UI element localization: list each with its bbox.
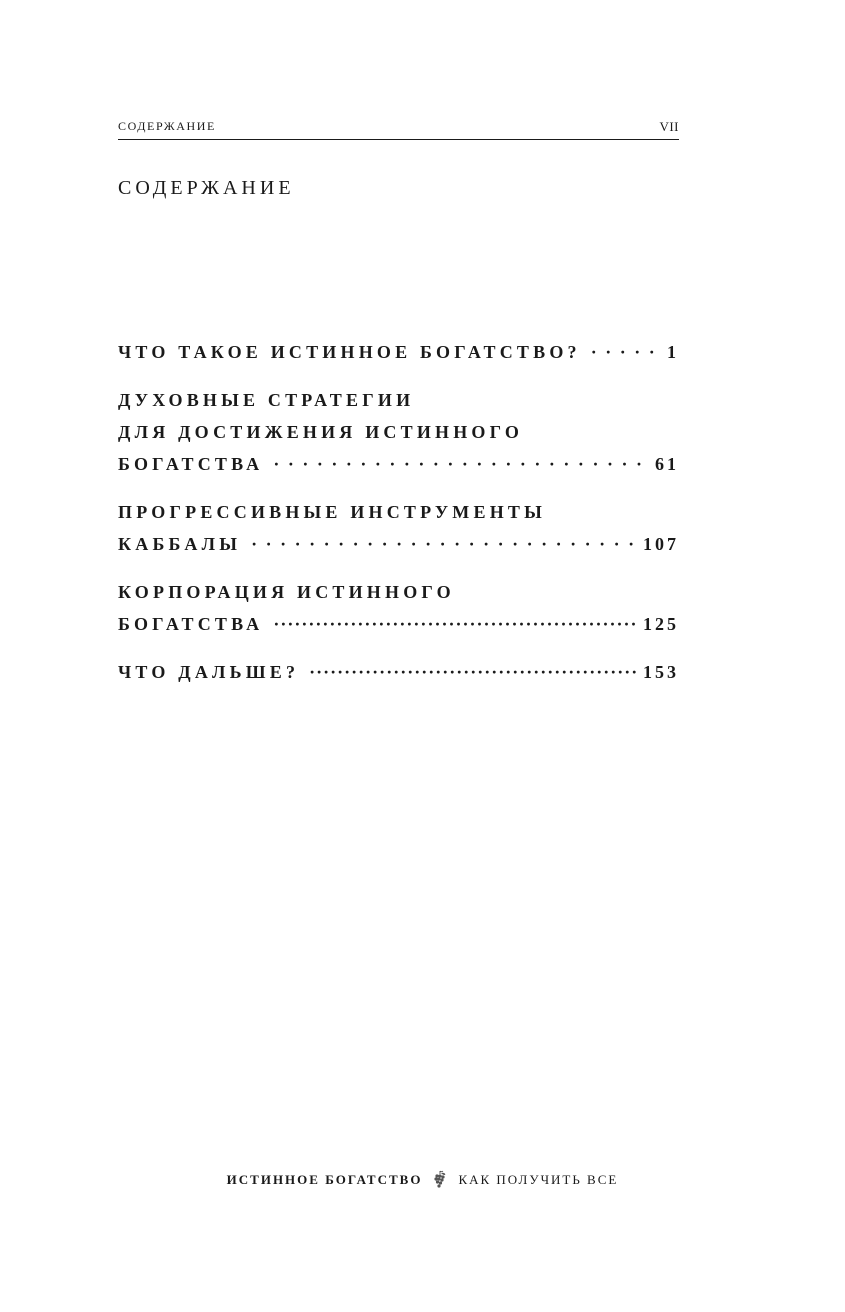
toc-line	[118, 608, 679, 640]
table-of-contents	[118, 336, 679, 704]
running-head	[118, 119, 679, 140]
toc-entry[interactable]	[118, 496, 679, 560]
toc-entry-title: БОГАТСТВА	[118, 614, 264, 634]
toc-entry-title: ПРОГРЕССИВНЫЕ ИНСТРУМЕНТЫ	[118, 502, 546, 522]
footer-book-subtitle: КАК ПОЛУЧИТЬ ВСЕ	[458, 1172, 619, 1187]
page-title: СОДЕРЖАНИЕ	[118, 177, 295, 199]
toc-entry[interactable]	[118, 656, 679, 688]
toc-page-number: 61	[655, 454, 679, 474]
leader-dots	[309, 656, 637, 688]
toc-page-number: 107	[643, 534, 679, 554]
toc-line	[118, 336, 679, 368]
running-footer	[0, 1170, 845, 1190]
toc-entry-title: КОРПОРАЦИЯ ИСТИННОГО	[118, 582, 455, 602]
toc-page-number: 125	[643, 614, 679, 634]
toc-line	[118, 384, 679, 416]
toc-entry[interactable]	[118, 384, 679, 480]
grape-cluster-icon	[432, 1170, 448, 1190]
leader-dots	[273, 608, 637, 640]
running-head-section: СОДЕРЖАНИЕ	[118, 119, 216, 133]
toc-entry-title: ДУХОВНЫЕ СТРАТЕГИИ	[118, 390, 415, 410]
toc-entry-title: ДЛЯ ДОСТИЖЕНИЯ ИСТИННОГО	[118, 422, 524, 442]
toc-entry[interactable]	[118, 576, 679, 640]
leader-dots	[591, 336, 661, 368]
toc-line	[118, 416, 679, 448]
toc-entry-title: ЧТО ДАЛЬШЕ?	[118, 662, 300, 682]
toc-line	[118, 448, 679, 480]
leader-dots	[273, 448, 649, 480]
toc-entry-title: БОГАТСТВА	[118, 454, 264, 474]
toc-line	[118, 496, 679, 528]
toc-line	[118, 656, 679, 688]
toc-entry[interactable]	[118, 336, 679, 368]
footer-book-title: ИСТИННОЕ БОГАТСТВО	[226, 1172, 423, 1187]
page-number: VII	[659, 119, 679, 134]
toc-page-number: 1	[667, 342, 679, 362]
toc-entry-title: ЧТО ТАКОЕ ИСТИННОЕ БОГАТСТВО?	[118, 342, 581, 362]
toc-line	[118, 576, 679, 608]
leader-dots	[251, 528, 637, 560]
toc-entry-title: КАББАЛЫ	[118, 534, 242, 554]
toc-page-number: 153	[643, 662, 679, 682]
toc-line	[118, 528, 679, 560]
